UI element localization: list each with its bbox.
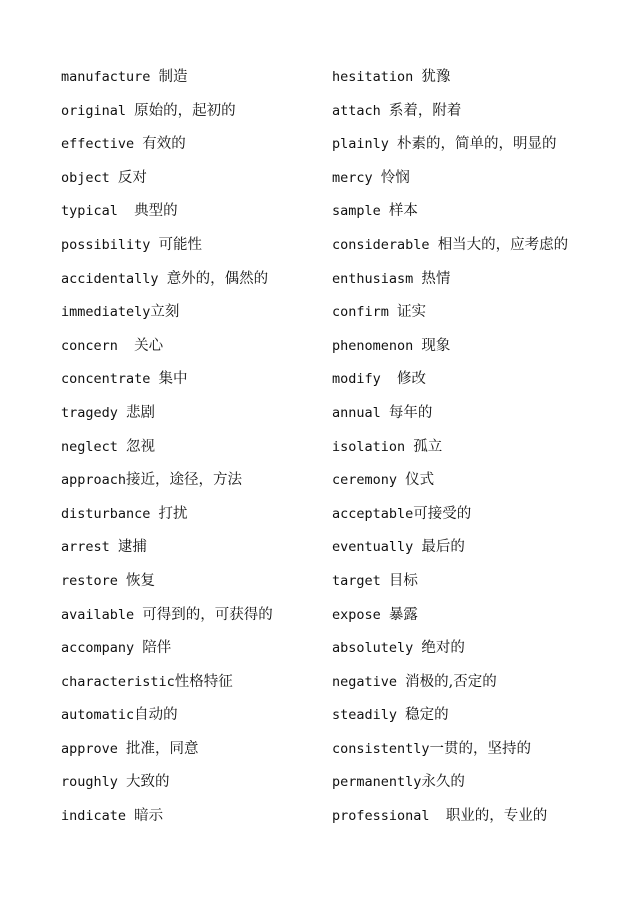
chinese-meaning: 可能性	[158, 236, 203, 253]
english-word: characteristic	[61, 673, 175, 690]
vocabulary-entry	[332, 599, 568, 633]
english-word: acceptable	[332, 505, 414, 522]
word-separator	[381, 203, 389, 219]
right-vocabulary-column	[332, 61, 568, 834]
chinese-meaning: 证实	[397, 304, 427, 321]
vocabulary-entry	[61, 363, 273, 397]
vocabulary-entry	[332, 296, 568, 330]
chinese-meaning: 集中	[158, 371, 188, 388]
vocabulary-entry	[61, 95, 273, 129]
chinese-meaning: 暴露	[388, 606, 418, 623]
vocabulary-entry	[61, 800, 273, 834]
chinese-meaning: 系着，附着	[388, 102, 462, 119]
vocabulary-entry	[332, 464, 568, 498]
chinese-meaning: 仪式	[405, 472, 435, 489]
word-separator	[381, 573, 389, 589]
english-word: accidentally	[61, 270, 159, 287]
vocabulary-entry	[61, 229, 273, 263]
english-word: approve	[61, 740, 118, 757]
word-separator	[150, 69, 158, 85]
vocabulary-entry	[61, 766, 273, 800]
vocabulary-entry	[61, 296, 273, 330]
chinese-meaning: 自动的	[134, 707, 178, 724]
vocabulary-entry	[332, 397, 568, 431]
vocabulary-entry	[61, 464, 273, 498]
word-separator	[389, 136, 397, 152]
vocabulary-entry	[332, 263, 568, 297]
word-separator	[150, 506, 158, 522]
chinese-meaning: 典型的	[134, 203, 178, 220]
chinese-meaning: 孤立	[413, 438, 443, 455]
word-separator	[118, 439, 126, 455]
vocabulary-entry	[332, 229, 568, 263]
vocabulary-entry	[332, 128, 568, 162]
word-separator	[381, 371, 397, 387]
chinese-meaning: 一贯的，坚持的	[429, 740, 532, 757]
vocabulary-entry	[332, 666, 568, 700]
english-word: modify	[332, 371, 381, 388]
chinese-meaning: 恢复	[126, 572, 156, 589]
chinese-meaning: 消极的,否定的	[405, 673, 497, 690]
vocabulary-entry	[61, 699, 273, 733]
vocabulary-entry	[61, 128, 273, 162]
chinese-meaning: 立刻	[150, 304, 180, 321]
english-word: automatic	[61, 707, 135, 724]
word-separator	[118, 573, 126, 589]
vocabulary-entry	[332, 733, 568, 767]
chinese-meaning: 反对	[117, 169, 147, 186]
vocabulary-entry	[61, 498, 273, 532]
chinese-meaning: 大致的	[126, 774, 170, 791]
chinese-meaning: 朴素的，简单的，明显的	[397, 136, 557, 153]
english-word: approach	[61, 472, 127, 489]
chinese-meaning: 最后的	[421, 539, 465, 556]
word-separator	[159, 271, 167, 287]
english-word: manufacture	[61, 69, 151, 85]
word-separator	[381, 607, 389, 623]
english-word: immediately	[61, 304, 151, 321]
chinese-meaning: 修改	[397, 371, 427, 388]
vocabulary-entry	[61, 565, 273, 599]
word-separator	[150, 237, 158, 253]
word-separator	[150, 371, 158, 387]
word-separator	[381, 405, 389, 421]
vocabulary-entry	[61, 162, 273, 196]
chinese-meaning: 批准，同意	[126, 740, 199, 757]
vocabulary-entry	[332, 766, 568, 800]
chinese-meaning: 打扰	[158, 505, 188, 522]
english-word: expose	[332, 606, 381, 623]
english-word: roughly	[61, 774, 118, 791]
vocabulary-entry	[332, 531, 568, 565]
chinese-meaning: 犹豫	[421, 69, 451, 85]
chinese-meaning: 稳定的	[405, 707, 449, 724]
chinese-meaning: 有效的	[142, 136, 186, 153]
chinese-meaning: 悲剧	[126, 404, 156, 421]
english-word: annual	[332, 404, 381, 421]
chinese-meaning: 原始的，起初的	[134, 102, 236, 119]
vocabulary-entry	[61, 61, 273, 95]
english-word: neglect	[61, 438, 118, 455]
english-word: concern	[61, 337, 118, 354]
chinese-meaning: 制造	[158, 69, 188, 85]
vocabulary-entry	[61, 195, 273, 229]
word-separator	[118, 741, 126, 757]
vocabulary-entry	[61, 397, 273, 431]
vocabulary-entry	[332, 498, 568, 532]
word-separator	[110, 539, 118, 555]
chinese-meaning: 每年的	[388, 404, 433, 421]
chinese-meaning: 可得到的，可获得的	[142, 606, 273, 623]
word-separator	[389, 304, 397, 320]
chinese-meaning: 永久的	[421, 774, 465, 791]
vocabulary-entry	[332, 363, 568, 397]
english-word: negative	[332, 673, 398, 690]
english-word: phenomenon	[332, 337, 414, 354]
english-word: available	[61, 606, 135, 623]
word-separator	[373, 170, 381, 186]
word-separator	[381, 103, 389, 119]
word-separator	[430, 237, 438, 253]
english-word: confirm	[332, 304, 389, 321]
chinese-meaning: 可接受的	[413, 505, 472, 522]
english-word: accompany	[61, 640, 135, 657]
vocabulary-entry	[61, 263, 273, 297]
english-word: effective	[61, 136, 135, 153]
word-separator	[397, 707, 405, 723]
english-word: attach	[332, 102, 381, 119]
word-separator	[126, 103, 134, 119]
left-vocabulary-column	[61, 61, 273, 834]
word-separator	[118, 774, 126, 790]
vocabulary-entry	[332, 699, 568, 733]
vocabulary-entry	[61, 531, 273, 565]
english-word: target	[332, 572, 381, 589]
english-word: restore	[61, 572, 118, 589]
vocabulary-entry	[61, 599, 273, 633]
word-separator	[397, 472, 405, 488]
vocabulary-entry	[332, 800, 568, 834]
word-separator	[118, 405, 126, 421]
english-word: possibility	[61, 236, 151, 253]
vocabulary-entry	[332, 330, 568, 364]
vocabulary-entry	[332, 162, 568, 196]
vocabulary-entry	[332, 61, 568, 95]
chinese-meaning: 性格特征	[174, 673, 233, 690]
chinese-meaning: 相当大的，应考虑的	[437, 236, 569, 253]
english-word: steadily	[332, 707, 398, 724]
chinese-meaning: 忽视	[126, 438, 156, 455]
chinese-meaning: 绝对的	[421, 640, 465, 657]
vocabulary-entry	[332, 95, 568, 129]
vocabulary-entry	[61, 431, 273, 465]
chinese-meaning: 暗示	[134, 808, 164, 825]
word-separator	[118, 338, 134, 354]
english-word: enthusiasm	[332, 270, 414, 287]
chinese-meaning: 逮捕	[117, 539, 147, 556]
english-word: typical	[61, 203, 118, 220]
word-separator	[118, 203, 134, 219]
english-word: concentrate	[61, 371, 151, 388]
vocabulary-entry	[332, 431, 568, 465]
english-word: hesitation	[332, 69, 414, 85]
vocabulary-entry	[332, 195, 568, 229]
vocabulary-entry	[61, 330, 273, 364]
chinese-meaning: 接近，途径，方法	[126, 472, 243, 489]
chinese-meaning: 陪伴	[142, 640, 172, 657]
word-separator	[397, 674, 405, 690]
word-separator	[126, 808, 134, 824]
vocabulary-entry	[61, 632, 273, 666]
english-word: tragedy	[61, 404, 118, 421]
english-word: ceremony	[332, 472, 398, 489]
english-word: considerable	[332, 236, 430, 253]
english-word: permanently	[332, 774, 422, 791]
vocabulary-entry	[61, 733, 273, 767]
english-word: absolutely	[332, 640, 414, 657]
english-word: indicate	[61, 808, 127, 825]
word-separator	[430, 808, 446, 824]
english-word: sample	[332, 203, 381, 220]
chinese-meaning: 目标	[388, 572, 418, 589]
english-word: arrest	[61, 539, 110, 556]
english-word: disturbance	[61, 505, 151, 522]
english-word: original	[61, 102, 127, 119]
chinese-meaning: 样本	[388, 203, 418, 220]
chinese-meaning: 职业的，专业的	[445, 808, 548, 825]
english-word: object	[61, 169, 110, 186]
vocabulary-entry	[61, 666, 273, 700]
chinese-meaning: 现象	[421, 337, 451, 354]
english-word: consistently	[332, 740, 430, 757]
vocabulary-entry	[332, 632, 568, 666]
chinese-meaning: 意外的，偶然的	[166, 270, 269, 287]
english-word: plainly	[332, 136, 389, 153]
chinese-meaning: 热情	[421, 270, 451, 287]
english-word: professional	[332, 808, 430, 825]
english-word: eventually	[332, 539, 414, 556]
english-word: isolation	[332, 438, 406, 455]
english-word: mercy	[332, 169, 373, 186]
word-separator	[110, 170, 118, 186]
chinese-meaning: 关心	[134, 337, 164, 354]
chinese-meaning: 怜悯	[380, 169, 410, 186]
vocabulary-entry	[332, 565, 568, 599]
